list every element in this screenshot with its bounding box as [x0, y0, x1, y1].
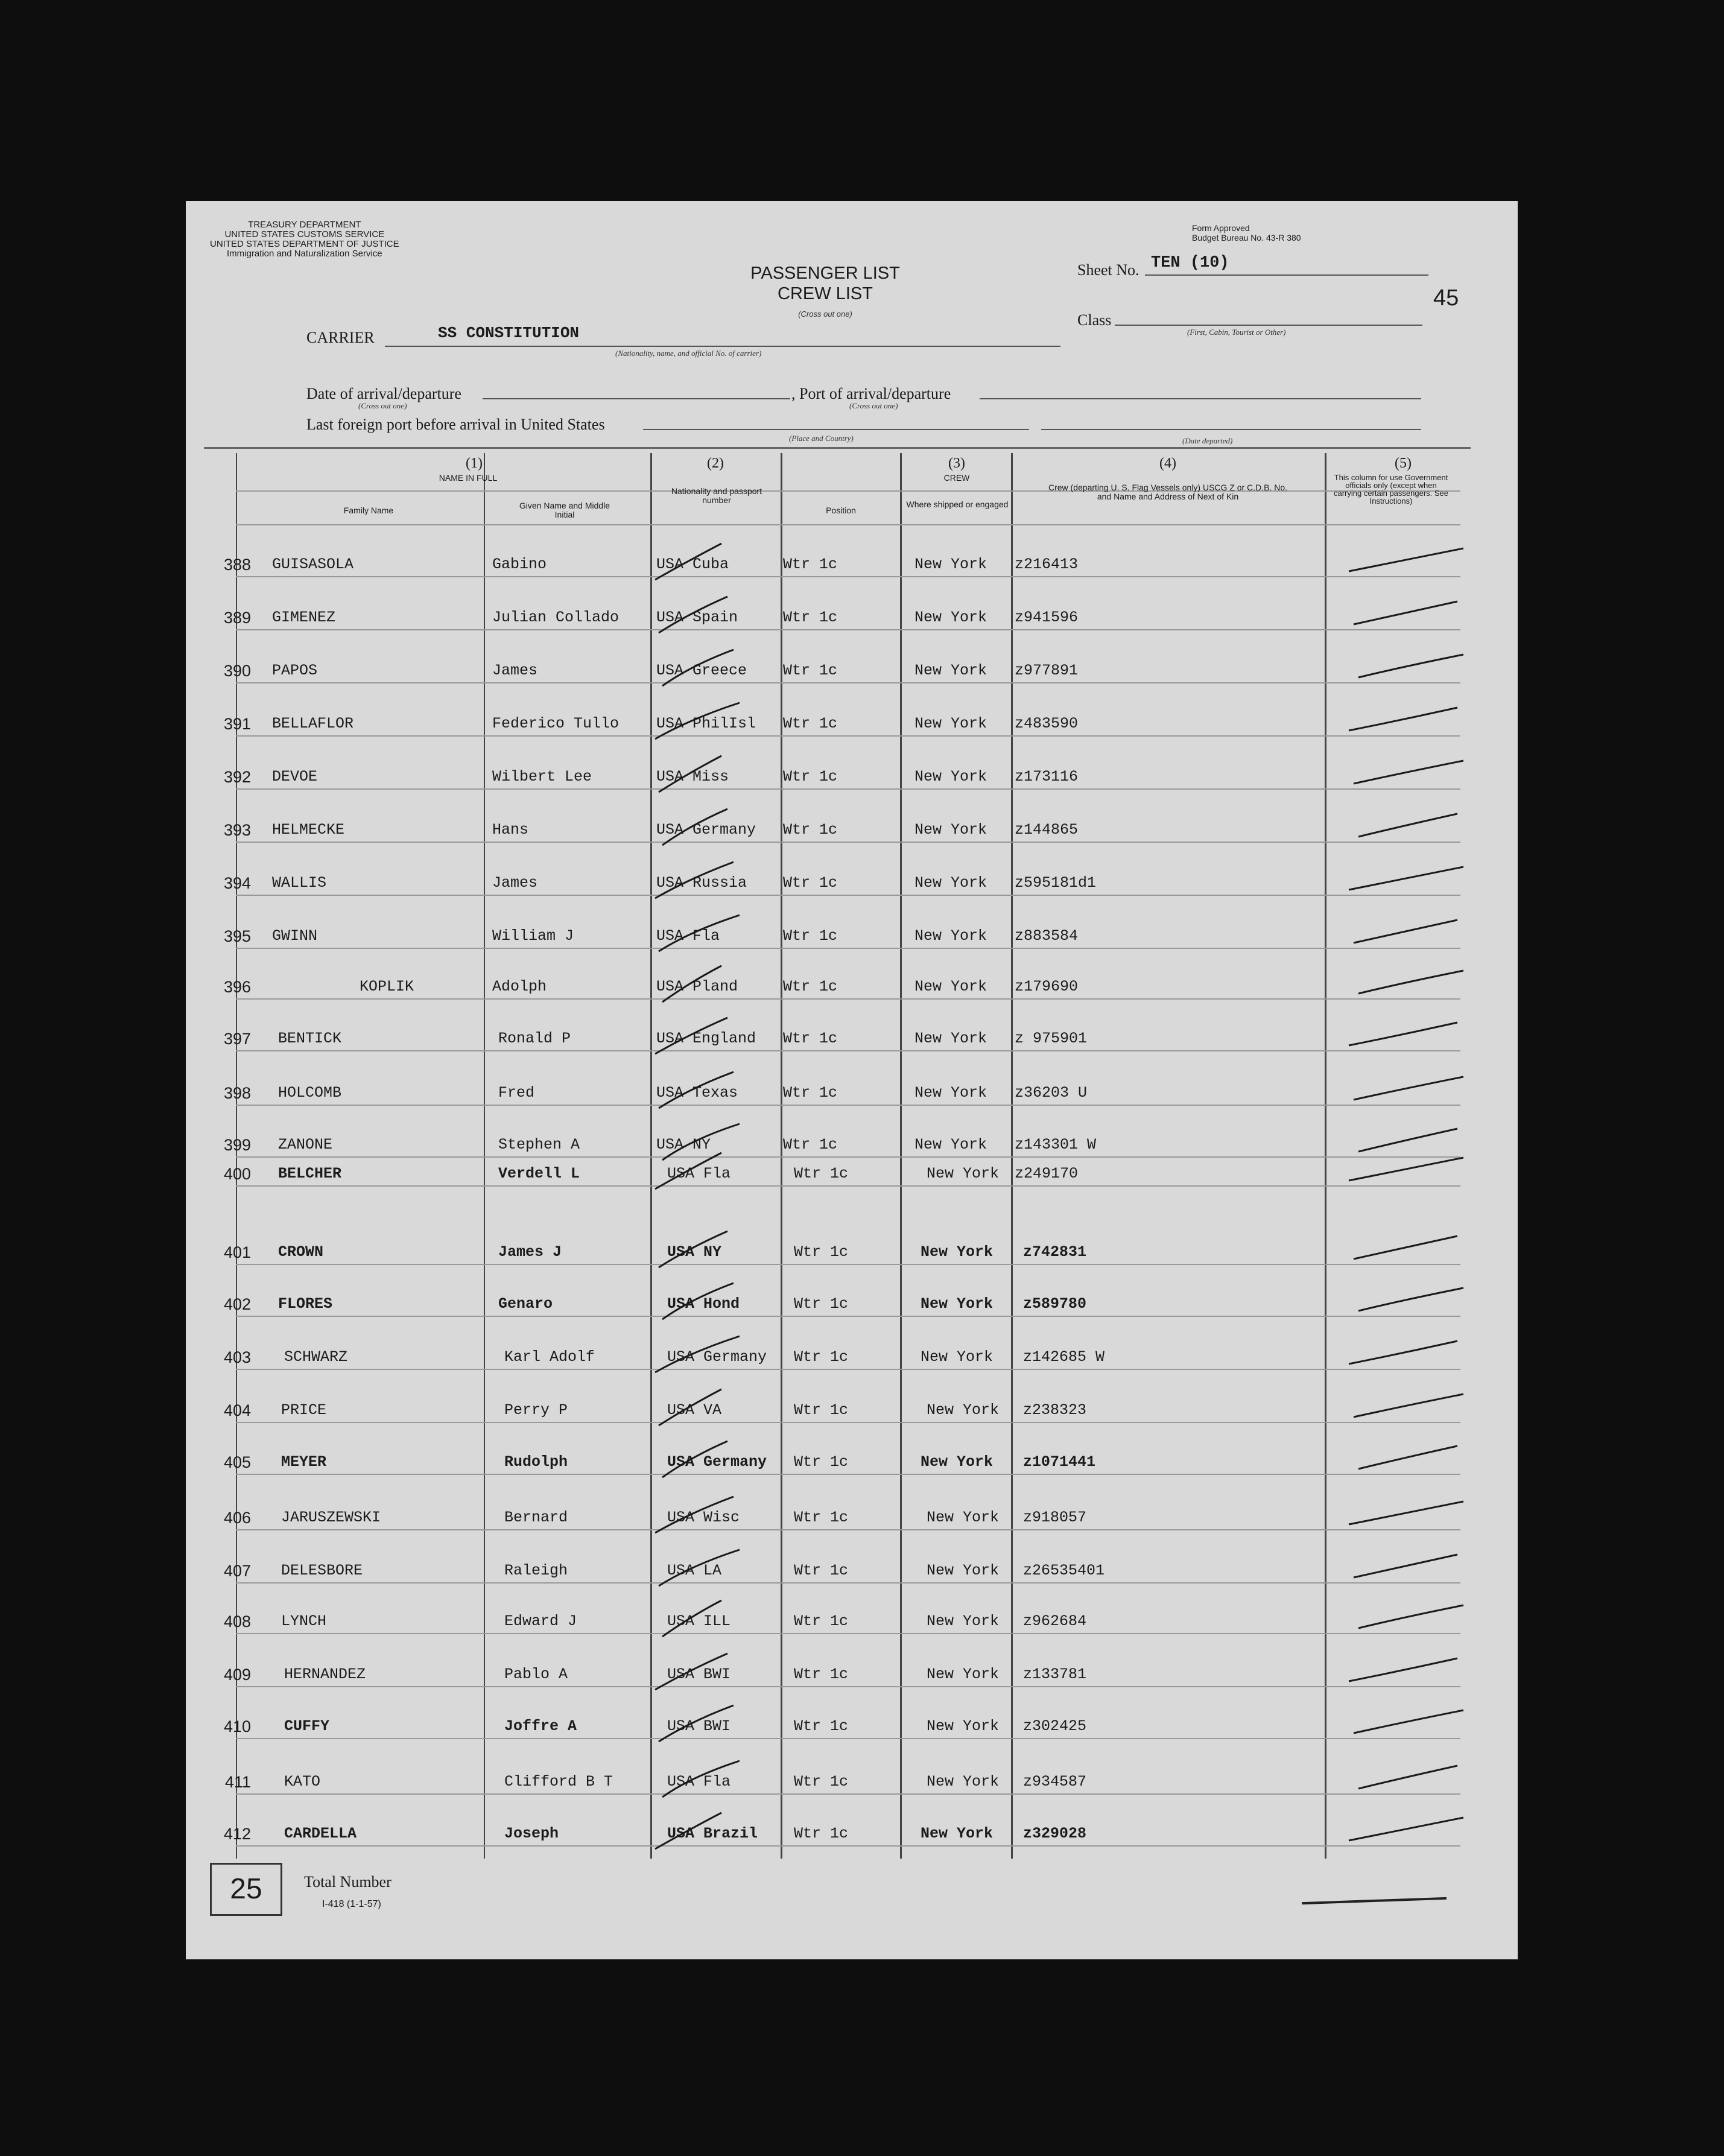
- line-number: 389: [223, 609, 251, 627]
- shipped-port: New York: [914, 715, 987, 732]
- given-name: Gabino: [492, 556, 547, 573]
- date-label: Date of arrival/departure: [306, 385, 461, 402]
- nationality: USA VA: [667, 1401, 722, 1419]
- family-name: CUFFY: [284, 1717, 330, 1735]
- line-number: 412: [223, 1825, 251, 1843]
- place-note: (Place and Country): [789, 434, 854, 443]
- crew-number: z329028: [1023, 1825, 1087, 1842]
- family-name-header: Family Name: [343, 506, 394, 515]
- form-approved-block: [1192, 223, 1301, 243]
- shipped-port: New York: [914, 874, 987, 892]
- title-passenger-list: PASSENGER LIST: [750, 264, 900, 283]
- official-check-mark: [1349, 1023, 1457, 1045]
- nationality: USA Spain: [656, 609, 738, 626]
- official-check-mark: [1349, 708, 1457, 731]
- total-number-box: 25: [210, 1863, 282, 1916]
- family-name: KOPLIK: [360, 978, 414, 995]
- official-check-mark: [1358, 1129, 1457, 1152]
- line-number: 400: [223, 1165, 251, 1183]
- shipped-port: New York: [914, 927, 987, 945]
- shipped-port: New York: [921, 1825, 994, 1842]
- crew-number: z133781: [1023, 1666, 1087, 1683]
- given-name: Stephen A: [498, 1136, 580, 1153]
- port-label: , Port of arrival/departure: [791, 385, 951, 402]
- given-name: Federico Tullo: [492, 715, 620, 732]
- nationality-cross-mark: [662, 1283, 734, 1319]
- crew-number: z941596: [1015, 609, 1079, 626]
- crew-number: z179690: [1015, 978, 1079, 995]
- official-check-mark: [1349, 1501, 1463, 1524]
- shipped-port: New York: [914, 821, 987, 839]
- shipped-port: New York: [914, 662, 987, 679]
- crew-number: z742831: [1023, 1243, 1087, 1261]
- position: Wtr 1c: [783, 1084, 838, 1102]
- family-name: JARUSZEWSKI: [281, 1509, 381, 1526]
- total-number-label: Total Number: [304, 1873, 391, 1891]
- crew-number: z216413: [1015, 556, 1079, 573]
- official-check-mark: [1358, 1605, 1463, 1628]
- nationality-cross-mark: [659, 1072, 734, 1108]
- header-rule: [204, 447, 1471, 449]
- nationality-cross-mark: [655, 703, 740, 739]
- crew-number: z934587: [1023, 1773, 1087, 1790]
- nationality: USA BWI: [667, 1666, 731, 1683]
- line-number: 402: [223, 1295, 251, 1313]
- date-note: (Cross out one): [358, 401, 407, 410]
- given-name: Perry P: [504, 1401, 568, 1419]
- agency-block: [210, 220, 399, 259]
- line-number: 411: [224, 1773, 251, 1791]
- given-name: Karl Adolf: [504, 1348, 595, 1366]
- crew-number: z302425: [1023, 1717, 1087, 1735]
- nationality: USA Hond: [667, 1295, 740, 1313]
- line-number: 408: [223, 1612, 251, 1631]
- nationality-cross-mark: [655, 1336, 740, 1372]
- class-note: (First, Cabin, Tourist or Other): [1187, 328, 1286, 337]
- title-note: (Cross out one): [798, 309, 852, 319]
- crew-header: CREW: [943, 473, 970, 483]
- official-check-mark: [1349, 1341, 1457, 1364]
- position: Wtr 1c: [783, 821, 838, 839]
- shipped-port: New York: [914, 1084, 987, 1102]
- given-name: Fred: [498, 1084, 535, 1102]
- position: Wtr 1c: [783, 1136, 838, 1153]
- nationality-cross-mark: [655, 1653, 727, 1690]
- given-name: Wilbert Lee: [492, 768, 592, 785]
- family-name: CROWN: [278, 1243, 324, 1261]
- crew-number: z249170: [1015, 1165, 1079, 1182]
- position: Wtr 1c: [783, 978, 838, 995]
- nationality: USA NY: [667, 1243, 722, 1261]
- nationality: USA England: [656, 1030, 756, 1047]
- family-name: PRICE: [281, 1401, 327, 1419]
- nationality: USA Wisc: [667, 1509, 740, 1526]
- total-signature-line: [1302, 1897, 1447, 1904]
- position: Wtr 1c: [783, 556, 838, 573]
- port-line: [980, 398, 1421, 399]
- official-check-mark: [1354, 1077, 1463, 1100]
- sheet-label: Sheet No.: [1077, 261, 1139, 279]
- official-check-mark: [1358, 814, 1457, 837]
- crew-number: z962684: [1023, 1612, 1087, 1630]
- line-number: 391: [223, 715, 251, 733]
- nationality-cross-mark: [659, 1705, 734, 1742]
- agency-line: Immigration and Naturalization Service: [227, 249, 382, 259]
- position: Wtr 1c: [794, 1295, 849, 1313]
- crew-number: z26535401: [1023, 1562, 1105, 1579]
- crew-number: z883584: [1015, 927, 1079, 945]
- nationality: USA Fla: [667, 1165, 731, 1182]
- nationality-cross-mark: [662, 1124, 740, 1160]
- official-check-mark: [1358, 971, 1463, 994]
- nationality: USA Greece: [656, 662, 747, 679]
- sheet-value: TEN (10): [1151, 254, 1229, 272]
- official-check-mark: [1349, 1818, 1463, 1841]
- position: Wtr 1c: [794, 1509, 849, 1526]
- shipped-port: New York: [921, 1348, 994, 1366]
- family-name: GUISASOLA: [272, 556, 354, 573]
- shipped-port: New York: [927, 1717, 1000, 1735]
- position: Wtr 1c: [794, 1401, 849, 1419]
- crew-number: z595181d1: [1015, 874, 1097, 892]
- given-name: Verdell L: [498, 1165, 580, 1182]
- given-name: Rudolph: [504, 1453, 568, 1471]
- line-number: 388: [223, 556, 251, 574]
- official-check-mark: [1358, 1446, 1457, 1469]
- nationality-cross-mark: [662, 1761, 740, 1797]
- crew-number: z1071441: [1023, 1453, 1096, 1471]
- family-name: HERNANDEZ: [284, 1666, 366, 1683]
- nationality-cross-mark: [655, 862, 734, 898]
- family-name: KATO: [284, 1773, 321, 1790]
- nationality-cross-mark: [662, 966, 721, 1002]
- given-name: Bernard: [504, 1509, 568, 1526]
- date-line: [483, 398, 790, 399]
- given-name: Edward J: [504, 1612, 577, 1630]
- shipped-port: New York: [927, 1666, 1000, 1683]
- col3-number: (3): [948, 455, 965, 471]
- carrier-label: CARRIER: [306, 329, 375, 346]
- col5-number: (5): [1395, 455, 1412, 471]
- crew-number: z238323: [1023, 1401, 1087, 1419]
- shipped-port: New York: [921, 1295, 994, 1313]
- nationality-cross-mark: [659, 915, 740, 951]
- shipped-port: New York: [914, 1030, 987, 1047]
- nationality-cross-mark: [662, 1600, 721, 1637]
- official-check-mark: [1358, 1288, 1463, 1311]
- last-port-label: Last foreign port before arrival in United States: [306, 416, 605, 433]
- family-name: HELMECKE: [272, 821, 345, 839]
- given-name-header: Given Name and Middle Initial: [519, 501, 610, 519]
- shipped-port: New York: [927, 1509, 1000, 1526]
- crew-number: z 975901: [1015, 1030, 1088, 1047]
- shipped-header: Where shipped or engaged: [906, 499, 1009, 509]
- nationality: USA Brazil: [667, 1825, 758, 1842]
- family-name: DELESBORE: [281, 1562, 363, 1579]
- shipped-port: New York: [921, 1453, 994, 1471]
- nationality: USA Germany: [656, 821, 756, 839]
- agency-line: UNITED STATES CUSTOMS SERVICE: [224, 229, 385, 239]
- family-name: BELLAFLOR: [272, 715, 354, 732]
- col2-number: (2): [707, 455, 724, 471]
- official-check-mark: [1354, 601, 1457, 624]
- crew-number: z143301 W: [1015, 1136, 1097, 1153]
- form-approved-line: Form Approved: [1192, 223, 1250, 233]
- nationality-cross-mark: [655, 544, 721, 580]
- position: Wtr 1c: [794, 1666, 849, 1683]
- family-name: PAPOS: [272, 662, 318, 679]
- nationality-cross-mark: [659, 756, 721, 792]
- official-check-mark: [1354, 1236, 1457, 1259]
- line-number: 397: [223, 1030, 251, 1048]
- official-check-mark: [1354, 1555, 1457, 1577]
- col4-number: (4): [1159, 455, 1176, 471]
- nationality-cross-mark: [662, 1441, 727, 1477]
- nationality: USA Pland: [656, 978, 738, 995]
- given-name: Hans: [492, 821, 529, 839]
- col1-title: NAME IN FULL: [439, 473, 498, 483]
- official-check-mark: [1349, 1658, 1457, 1681]
- last-port-line: [643, 429, 1029, 430]
- line-number: 407: [223, 1562, 251, 1580]
- family-name: ZANONE: [278, 1136, 333, 1153]
- carrier-line: [385, 346, 1060, 347]
- given-name: Ronald P: [498, 1030, 571, 1047]
- date-departed-note: (Date departed): [1182, 436, 1233, 445]
- nationality-cross-mark: [659, 1550, 740, 1586]
- family-name: WALLIS: [272, 874, 327, 892]
- line-number: 393: [223, 821, 251, 839]
- form-approved-line: Budget Bureau No. 43-R 380: [1192, 233, 1301, 243]
- given-name: Clifford B T: [504, 1773, 613, 1790]
- nationality-header: Nationality and passport number: [671, 486, 762, 505]
- given-name: Joseph: [504, 1825, 559, 1842]
- position: Wtr 1c: [794, 1612, 849, 1630]
- given-name: James: [492, 662, 538, 679]
- position: Wtr 1c: [794, 1453, 849, 1471]
- port-note: (Cross out one): [849, 401, 898, 410]
- position: Wtr 1c: [794, 1773, 849, 1790]
- official-check-mark: [1354, 1710, 1463, 1733]
- col1-number: (1): [466, 455, 483, 471]
- shipped-port: New York: [927, 1562, 1000, 1579]
- shipped-port: New York: [914, 978, 987, 995]
- family-name: MEYER: [281, 1453, 327, 1471]
- nationality-cross-mark: [655, 1813, 721, 1849]
- given-name: Pablo A: [504, 1666, 568, 1683]
- nationality: USA Fla: [667, 1773, 731, 1790]
- official-check-mark: [1358, 655, 1463, 677]
- line-number: 403: [223, 1348, 251, 1366]
- family-name: DEVOE: [272, 768, 318, 785]
- official-check-mark: [1349, 548, 1463, 571]
- manifest-page: [186, 201, 1518, 1959]
- nationality-cross-mark: [662, 809, 727, 845]
- line-number: 398: [223, 1084, 251, 1102]
- line-number: 390: [223, 662, 251, 680]
- carrier-note: (Nationality, name, and official No. of carrier): [615, 349, 762, 358]
- line-number: 392: [223, 768, 251, 786]
- col4-header: Crew (departing U. S. Flag Vessels only) USCG Z or C.D.B. No. and Name and Address of Next of Kin: [1048, 483, 1287, 501]
- position: Wtr 1c: [783, 609, 838, 626]
- given-name: James J: [498, 1243, 562, 1261]
- line-number: 399: [223, 1136, 251, 1154]
- position: Wtr 1c: [794, 1243, 849, 1261]
- crew-number: z918057: [1023, 1509, 1087, 1526]
- family-name: GIMENEZ: [272, 609, 336, 626]
- agency-line: TREASURY DEPARTMENT: [248, 220, 361, 230]
- nationality: USA Germany: [667, 1453, 767, 1471]
- position-header: Position: [826, 506, 856, 515]
- line-number: 404: [223, 1401, 251, 1419]
- nationality: USA Miss: [656, 768, 729, 785]
- agency-line: UNITED STATES DEPARTMENT OF JUSTICE: [210, 239, 399, 249]
- col5-header: This column for use Government officials only (except when carrying certain passengers. See Instructions): [1333, 473, 1449, 506]
- sheet-line: [1145, 274, 1428, 276]
- position: Wtr 1c: [783, 1030, 838, 1047]
- nationality: USA Germany: [667, 1348, 767, 1366]
- position: Wtr 1c: [794, 1165, 849, 1182]
- official-check-mark: [1349, 867, 1463, 890]
- line-number: 396: [223, 978, 251, 996]
- shipped-port: New York: [914, 556, 987, 573]
- given-name: Joffre A: [504, 1717, 577, 1735]
- line-number: 401: [223, 1243, 251, 1261]
- nationality-cross-mark: [659, 597, 727, 633]
- nationality: USA Texas: [656, 1084, 738, 1102]
- nationality: USA Cuba: [656, 556, 729, 573]
- shipped-port: New York: [914, 1136, 987, 1153]
- given-name: Julian Collado: [492, 609, 620, 626]
- nationality-cross-mark: [659, 1389, 721, 1425]
- position: Wtr 1c: [794, 1348, 849, 1366]
- nationality-cross-mark: [655, 1018, 727, 1054]
- given-name: Adolph: [492, 978, 547, 995]
- crew-number: z483590: [1015, 715, 1079, 732]
- crew-table: [223, 453, 1504, 1859]
- line-number: 410: [223, 1717, 251, 1736]
- family-name: LYNCH: [281, 1612, 327, 1630]
- date-departed-line: [1041, 429, 1421, 430]
- shipped-port: New York: [927, 1773, 1000, 1790]
- official-check-mark: [1349, 1158, 1463, 1181]
- position: Wtr 1c: [794, 1825, 849, 1842]
- nationality-cross-mark: [655, 1497, 734, 1533]
- nationality: USA NY: [656, 1136, 711, 1153]
- shipped-port: New York: [927, 1165, 1000, 1182]
- list-title: [729, 263, 922, 325]
- position: Wtr 1c: [794, 1717, 849, 1735]
- shipped-port: New York: [914, 609, 987, 626]
- line-number: 409: [223, 1666, 251, 1684]
- official-check-mark: [1354, 1394, 1463, 1417]
- position: Wtr 1c: [783, 927, 838, 945]
- form-id: I-418 (1-1-57): [322, 1899, 381, 1909]
- family-name: GWINN: [272, 927, 318, 945]
- line-number: 405: [223, 1453, 251, 1471]
- shipped-port: New York: [927, 1401, 1000, 1419]
- handwritten-marks: [257, 453, 1504, 1859]
- position: Wtr 1c: [783, 662, 838, 679]
- crew-number: z144865: [1015, 821, 1079, 839]
- given-name: James: [492, 874, 538, 892]
- shipped-port: New York: [921, 1243, 994, 1261]
- class-line: [1115, 325, 1422, 326]
- official-check-mark: [1358, 1766, 1457, 1789]
- family-name: SCHWARZ: [284, 1348, 348, 1366]
- nationality-cross-mark: [659, 1231, 727, 1267]
- family-name: HOLCOMB: [278, 1084, 342, 1102]
- nationality-cross-mark: [662, 650, 734, 686]
- nationality: USA LA: [667, 1562, 722, 1579]
- official-check-mark: [1354, 761, 1463, 784]
- nationality: USA ILL: [667, 1612, 731, 1630]
- position: Wtr 1c: [783, 715, 838, 732]
- shipped-port: New York: [914, 768, 987, 785]
- crew-number: z142685 W: [1023, 1348, 1105, 1366]
- family-name: BELCHER: [278, 1165, 342, 1182]
- crew-number: z589780: [1023, 1295, 1087, 1313]
- class-label: Class: [1077, 311, 1112, 329]
- line-number: 395: [223, 927, 251, 945]
- family-name: BENTICK: [278, 1030, 342, 1047]
- shipped-port: New York: [927, 1612, 1000, 1630]
- given-name: Raleigh: [504, 1562, 568, 1579]
- nationality: USA BWI: [667, 1717, 731, 1735]
- carrier-value: SS CONSTITUTION: [438, 324, 580, 342]
- page-number: 45: [1433, 285, 1459, 311]
- nationality: USA Russia: [656, 874, 747, 892]
- crew-number: z977891: [1015, 662, 1079, 679]
- position: Wtr 1c: [783, 768, 838, 785]
- family-name: FLORES: [278, 1295, 333, 1313]
- line-number: 406: [223, 1509, 251, 1527]
- nationality: USA Fla: [656, 927, 720, 945]
- crew-number: z36203 U: [1015, 1084, 1088, 1102]
- crew-number: z173116: [1015, 768, 1079, 785]
- title-crew-list: CREW LIST: [778, 284, 873, 303]
- official-check-mark: [1354, 920, 1457, 943]
- line-number: 394: [223, 874, 251, 892]
- family-name: CARDELLA: [284, 1825, 357, 1842]
- nationality: USA PhilIsl: [656, 715, 756, 732]
- given-name: William J: [492, 927, 574, 945]
- position: Wtr 1c: [783, 874, 838, 892]
- position: Wtr 1c: [794, 1562, 849, 1579]
- given-name: Genaro: [498, 1295, 553, 1313]
